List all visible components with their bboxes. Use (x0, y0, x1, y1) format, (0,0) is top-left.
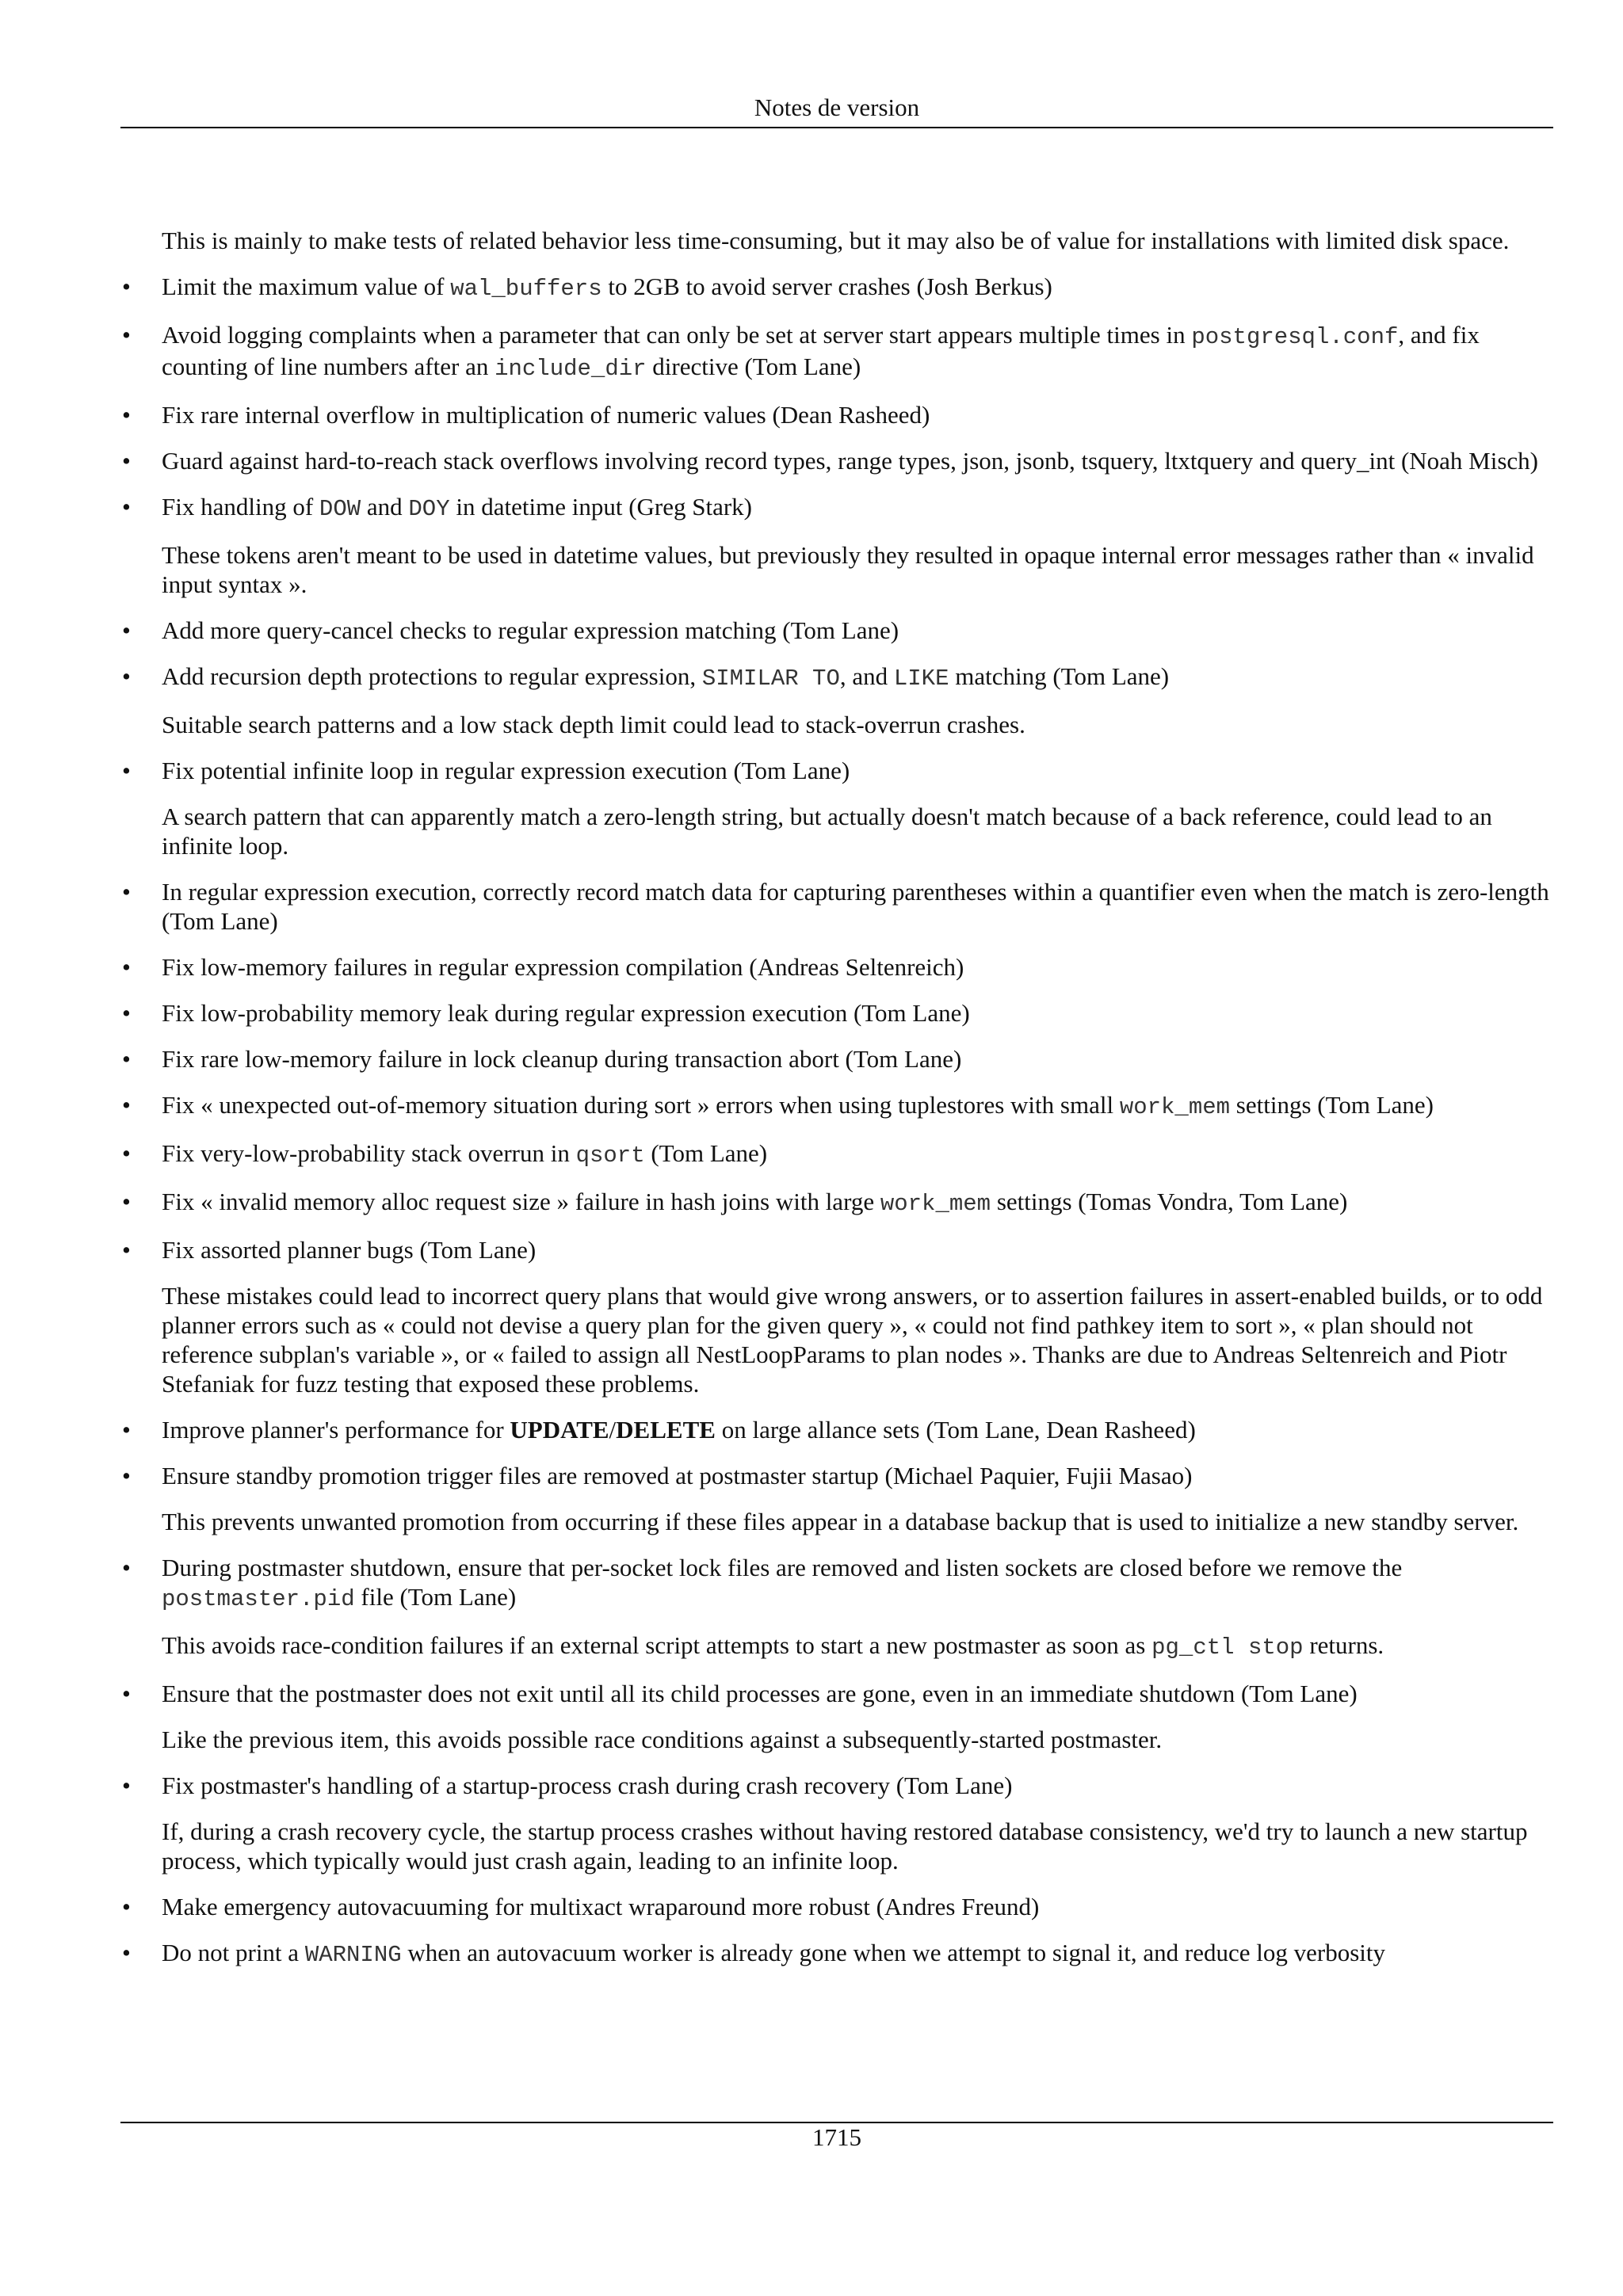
bold-keyword: UPDATE (510, 1416, 609, 1444)
bullet-marker: • (122, 401, 131, 429)
text-run: Ensure that the postmaster does not exit until all its child processes are gone, even in an immediate shutdown (Tom Lane) (162, 1680, 1358, 1707)
inline-code: postgresql.conf (1191, 324, 1399, 350)
bullet-marker: • (122, 1939, 131, 1966)
list-item (122, 1415, 1550, 1444)
text-run: Improve planner's performance for (162, 1416, 510, 1444)
text-run: directive (Tom Lane) (646, 353, 861, 380)
header-rule (120, 127, 1553, 128)
inline-code: DOW (319, 496, 361, 522)
list-item (122, 1892, 1550, 1921)
list-item (122, 492, 1550, 524)
bullet-marker: • (122, 1236, 131, 1264)
text-run: file (Tom Lane) (354, 1583, 517, 1611)
bullet-marker: • (122, 493, 131, 521)
text-run: Suitable search patterns and a low stack depth limit could lead to stack-overrun crashes. (162, 711, 1025, 738)
text-run: Add recursion depth protections to regular expression, (162, 662, 702, 690)
text-run: Like the previous item, this avoids possible race conditions against a subsequently-started postmaster. (162, 1726, 1163, 1753)
text-run: These tokens aren't meant to be used in datetime values, but previously they resulted in opaque internal error messages rather than « invalid input syntax ». (162, 541, 1534, 598)
list-item-note (162, 1817, 1550, 1875)
bullet-marker: • (122, 1680, 131, 1707)
list-item (122, 320, 1550, 383)
bold-keyword: DELETE (616, 1416, 716, 1444)
text-run: Fix handling of (162, 493, 319, 521)
bullet-marker: • (122, 447, 131, 475)
inline-code: include_dir (495, 356, 647, 382)
text-run: settings (Tom Lane) (1230, 1091, 1434, 1119)
bullet-marker: • (122, 1045, 131, 1073)
text-run: Fix postmaster's handling of a startup-process crash during crash recovery (Tom Lane) (162, 1772, 1013, 1799)
bullet-marker: • (122, 1091, 131, 1119)
bullet-marker: • (122, 1416, 131, 1444)
text-run: when an autovacuum worker is already gone when we attempt to signal it, and reduce log verbosity (401, 1939, 1385, 1966)
text-run: Fix rare internal overflow in multiplication of numeric values (Dean Rasheed) (162, 401, 930, 429)
text-run: , and (839, 662, 894, 690)
list-item (122, 1938, 1550, 1970)
text-run: Add more query-cancel checks to regular expression matching (Tom Lane) (162, 616, 899, 644)
list-item-note (162, 1725, 1550, 1754)
inline-code: work_mem (880, 1191, 991, 1217)
bullet-marker: • (122, 1188, 131, 1215)
text-run: This is mainly to make tests of related behavior less time-consuming, but it may also be of value for installations with limited disk space. (162, 227, 1510, 254)
text-run: (Tom Lane) (644, 1139, 768, 1167)
list-item-note (162, 1281, 1550, 1398)
text-run: Limit the maximum value of (162, 273, 451, 300)
list-item (122, 1090, 1550, 1122)
text-run: to 2GB to avoid server crashes (Josh Berkus) (601, 273, 1052, 300)
inline-code: work_mem (1119, 1094, 1231, 1120)
list-item-note (162, 1630, 1550, 1662)
bullet-marker: • (122, 662, 131, 690)
inline-code: qsort (575, 1142, 645, 1169)
inline-code: DOY (408, 496, 450, 522)
list-item (122, 1044, 1550, 1074)
bullet-marker: • (122, 616, 131, 644)
bullet-marker: • (122, 1554, 131, 1581)
text-run: This prevents unwanted promotion from occurring if these files appear in a database backup that is used to initialize a new standby server. (162, 1508, 1519, 1535)
list-item-note (162, 226, 1550, 255)
text-run: Fix rare low-memory failure in lock cleanup during transaction abort (Tom Lane) (162, 1045, 962, 1073)
list-item (122, 272, 1550, 303)
text-run: A search pattern that can apparently match a zero-length string, but actually doesn't match because of a back reference, could lead to an infinite loop. (162, 803, 1492, 860)
list-item (122, 998, 1550, 1028)
text-run: Avoid logging complaints when a parameter that can only be set at server start appears multiple times in (162, 321, 1192, 349)
text-run: Do not print a (162, 1939, 305, 1966)
list-item-note (162, 710, 1550, 739)
text-run: During postmaster shutdown, ensure that per-socket lock files are removed and listen sockets are closed before we remove the (162, 1554, 1403, 1581)
inline-code: wal_buffers (450, 276, 602, 302)
bullet-marker: • (122, 321, 131, 349)
text-run: Guard against hard-to-reach stack overflows involving record types, range types, json, jsonb, tsquery, ltxtquery and query_int (Noah Misch) (162, 447, 1538, 475)
bullet-marker: • (122, 1139, 131, 1167)
text-run: settings (Tomas Vondra, Tom Lane) (991, 1188, 1348, 1215)
bullet-marker: • (122, 757, 131, 784)
running-header: Notes de version (754, 93, 920, 121)
list-item (122, 400, 1550, 429)
inline-code: pg_ctl stop (1151, 1634, 1304, 1661)
text-run: and (361, 493, 409, 521)
list-item (122, 662, 1550, 693)
list-item (122, 1553, 1550, 1614)
text-run: Fix « unexpected out-of-memory situation during sort » errors when using tuplestores with small (162, 1091, 1120, 1119)
text-run: In regular expression execution, correctly record match data for capturing parentheses within a quantifier even when the match is zero-length (Tom Lane) (162, 878, 1549, 935)
list-item (122, 1138, 1550, 1170)
text-run: / (609, 1416, 617, 1444)
list-item (122, 756, 1550, 785)
text-run: Make emergency autovacuuming for multixact wraparound more robust (Andres Freund) (162, 1893, 1040, 1920)
list-item (122, 1187, 1550, 1219)
text-run: , and fix counting of line numbers after an (162, 321, 1480, 380)
bullet-marker: • (122, 1772, 131, 1799)
bullet-marker: • (122, 999, 131, 1027)
list-item (122, 1771, 1550, 1800)
release-notes-body (0, 226, 1623, 1986)
list-item (122, 952, 1550, 982)
list-item (122, 1461, 1550, 1490)
text-run: in datetime input (Greg Stark) (449, 493, 752, 521)
text-run: Ensure standby promotion trigger files are removed at postmaster startup (Michael Paquier, Fujii Masao) (162, 1462, 1193, 1489)
inline-code: LIKE (893, 666, 949, 692)
bullet-marker: • (122, 273, 131, 300)
list-item-note (162, 1507, 1550, 1536)
inline-code: postmaster.pid (162, 1586, 355, 1612)
text-run: on large allance sets (Tom Lane, Dean Rasheed) (715, 1416, 1196, 1444)
list-item (122, 1235, 1550, 1264)
text-run: returns. (1303, 1631, 1384, 1659)
list-item (122, 1679, 1550, 1708)
text-run: These mistakes could lead to incorrect query plans that would give wrong answers, or to assertion failures in assert-enabled builds, or to odd planner errors such as « could not devise a query plan for the given query », « could not find pathkey item to sort », « plan should not reference subplan's variable », or « failed to assign all NestLoopParams to plan nodes ». Thanks are due to Andreas Seltenreich and Piotr Stefaniak for fuzz testing that exposed these problems. (162, 1282, 1543, 1398)
inline-code: WARNING (304, 1942, 402, 1968)
text-run: Fix very-low-probability stack overrun in (162, 1139, 576, 1167)
list-item-note (162, 540, 1550, 599)
bullet-marker: • (122, 953, 131, 981)
text-run: Fix assorted planner bugs (Tom Lane) (162, 1236, 537, 1264)
inline-code: SIMILAR TO (701, 666, 840, 692)
page-number: 1715 (812, 2123, 861, 2151)
bullet-marker: • (122, 1462, 131, 1489)
list-item (122, 877, 1550, 936)
list-item-note (162, 802, 1550, 860)
text-run: Fix low-memory failures in regular expression compilation (Andreas Seltenreich) (162, 953, 964, 981)
text-run: Fix low-probability memory leak during regular expression execution (Tom Lane) (162, 999, 970, 1027)
list-item (122, 446, 1550, 475)
text-run: Fix potential infinite loop in regular expression execution (Tom Lane) (162, 757, 850, 784)
bullet-marker: • (122, 878, 131, 906)
text-run: matching (Tom Lane) (949, 662, 1170, 690)
text-run: If, during a crash recovery cycle, the startup process crashes without having restored database consistency, we'd try to launch a new startup process, which typically would just crash again, leading to an infinite loop. (162, 1817, 1528, 1875)
text-run: Fix « invalid memory alloc request size » failure in hash joins with large (162, 1188, 880, 1215)
list-item (122, 616, 1550, 645)
text-run: This avoids race-condition failures if an external script attempts to start a new postmaster as soon as (162, 1631, 1152, 1659)
bullet-marker: • (122, 1893, 131, 1920)
